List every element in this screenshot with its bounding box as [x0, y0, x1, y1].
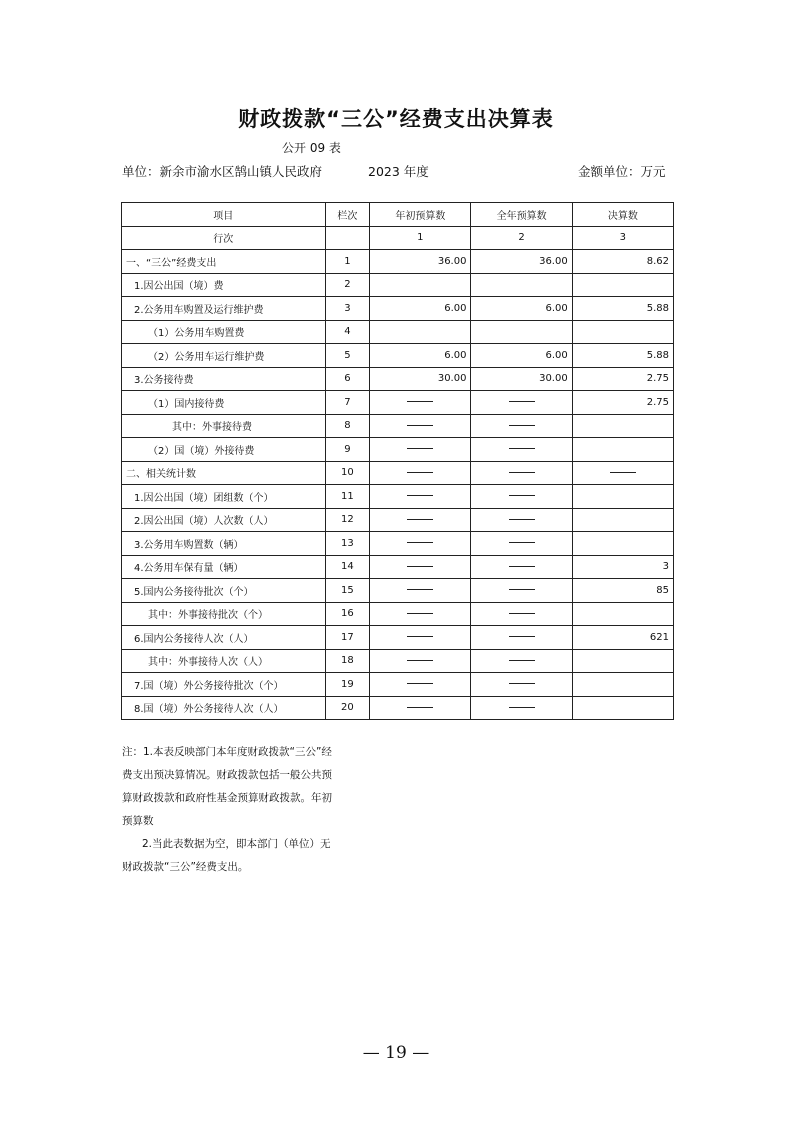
row-initial-budget [370, 438, 471, 462]
row-annual-budget [471, 602, 572, 626]
row-item: 2.公务用车购置及运行维护费 [122, 297, 326, 321]
row-annual-budget [471, 649, 572, 673]
table-row [122, 461, 674, 485]
dash-mark [509, 683, 535, 684]
row-item: 其中：外事接待费 [122, 414, 326, 438]
row-initial-budget [370, 461, 471, 485]
row-final-accounts [572, 649, 673, 673]
row-annual-budget [471, 673, 572, 697]
row-annual-budget [471, 555, 572, 579]
table-row [122, 579, 674, 603]
subheader-col2: 2 [471, 226, 572, 250]
row-final-accounts [572, 438, 673, 462]
row-item: 8.国（境）外公务接待人次（人） [122, 696, 326, 720]
row-annual-budget [471, 414, 572, 438]
note-1: 注：1.本表反映部门本年度财政拨款“三公”经费支出预决算情况。财政拨款包括一般公共预算财政拨款和政府性基金预算财政拨款。年初预算数 [122, 746, 332, 827]
table-row [122, 485, 674, 509]
table-row [122, 673, 674, 697]
amount-unit: 金额单位：万元 [578, 164, 666, 179]
row-line-number: 5 [325, 344, 370, 368]
row-initial-budget [370, 555, 471, 579]
row-final-accounts [572, 696, 673, 720]
row-line-number: 8 [325, 414, 370, 438]
row-line-number: 3 [325, 297, 370, 321]
table-row [122, 273, 674, 297]
dash-mark [407, 519, 433, 520]
dash-mark [509, 425, 535, 426]
dash-mark [509, 519, 535, 520]
row-initial-budget [370, 579, 471, 603]
subheader-line: 行次 [122, 226, 326, 250]
subheader-col3: 3 [572, 226, 673, 250]
row-final-accounts [572, 508, 673, 532]
row-line-number: 20 [325, 696, 370, 720]
row-final-accounts [572, 414, 673, 438]
row-annual-budget: 6.00 [471, 344, 572, 368]
page-title: 财政拨款“三公”经费支出决算表 [238, 107, 554, 131]
row-annual-budget: 6.00 [471, 297, 572, 321]
row-line-number: 18 [325, 649, 370, 673]
row-item: 其中：外事接待批次（个） [122, 602, 326, 626]
row-initial-budget: 30.00 [370, 367, 471, 391]
dash-mark [509, 707, 535, 708]
row-item: 4.公务用车保有量（辆） [122, 555, 326, 579]
dash-mark [407, 448, 433, 449]
row-annual-budget [471, 273, 572, 297]
row-annual-budget [471, 579, 572, 603]
row-initial-budget [370, 626, 471, 650]
row-item: 3.公务接待费 [122, 367, 326, 391]
header-column: 栏次 [325, 203, 370, 227]
row-line-number: 1 [325, 250, 370, 274]
dash-mark [509, 401, 535, 402]
row-line-number: 11 [325, 485, 370, 509]
row-annual-budget [471, 320, 572, 344]
dash-mark [407, 401, 433, 402]
row-annual-budget [471, 438, 572, 462]
table-row [122, 391, 674, 415]
dash-mark [509, 566, 535, 567]
dash-mark [509, 448, 535, 449]
row-final-accounts: 85 [572, 579, 673, 603]
row-item: （1）国内接待费 [122, 391, 326, 415]
row-line-number: 10 [325, 461, 370, 485]
header-item: 项目 [122, 203, 326, 227]
unit-label: 单位：新余市渝水区鹄山镇人民政府 [122, 164, 323, 179]
row-item: （1）公务用车购置费 [122, 320, 326, 344]
row-line-number: 17 [325, 626, 370, 650]
row-line-number: 13 [325, 532, 370, 556]
row-final-accounts: 8.62 [572, 250, 673, 274]
row-item: 5.国内公务接待批次（个） [122, 579, 326, 603]
dash-mark [509, 589, 535, 590]
report-year: 2023 年度 [368, 164, 429, 179]
row-initial-budget [370, 673, 471, 697]
subheader-row [122, 226, 674, 250]
dash-mark [509, 542, 535, 543]
row-line-number: 19 [325, 673, 370, 697]
row-item: 1.因公出国（境）费 [122, 273, 326, 297]
row-annual-budget [471, 532, 572, 556]
row-line-number: 6 [325, 367, 370, 391]
row-line-number: 9 [325, 438, 370, 462]
row-final-accounts: 3 [572, 555, 673, 579]
dash-mark [407, 636, 433, 637]
table-row [122, 696, 674, 720]
table-row [122, 438, 674, 462]
row-item: 1.因公出国（境）团组数（个） [122, 485, 326, 509]
row-annual-budget [471, 696, 572, 720]
dash-mark [407, 613, 433, 614]
table-row [122, 367, 674, 391]
row-line-number: 7 [325, 391, 370, 415]
dash-mark [407, 589, 433, 590]
dash-mark [509, 636, 535, 637]
row-annual-budget [471, 391, 572, 415]
row-item: 6.国内公务接待人次（人） [122, 626, 326, 650]
row-initial-budget [370, 508, 471, 532]
row-annual-budget [471, 626, 572, 650]
row-item: 3.公务用车购置数（辆） [122, 532, 326, 556]
row-initial-budget [370, 320, 471, 344]
dash-mark [407, 566, 433, 567]
dash-mark [509, 495, 535, 496]
dash-mark [610, 472, 636, 473]
row-line-number: 16 [325, 602, 370, 626]
row-final-accounts [572, 273, 673, 297]
table-row [122, 602, 674, 626]
table-row [122, 508, 674, 532]
dash-mark [407, 542, 433, 543]
header-annual-budget: 全年预算数 [471, 203, 572, 227]
row-initial-budget [370, 273, 471, 297]
row-item: 2.因公出国（境）人次数（人） [122, 508, 326, 532]
subheader-col1: 1 [370, 226, 471, 250]
row-item: 7.国（境）外公务接待批次（个） [122, 673, 326, 697]
form-number: 公开 09 表 [282, 141, 341, 155]
row-line-number: 15 [325, 579, 370, 603]
row-initial-budget [370, 696, 471, 720]
row-line-number: 14 [325, 555, 370, 579]
note-2: 2.当此表数据为空，即本部门（单位）无财政拨款“三公”经费支出。 [122, 838, 331, 873]
row-initial-budget: 6.00 [370, 344, 471, 368]
dash-mark [509, 660, 535, 661]
dash-mark [407, 472, 433, 473]
row-item: 其中：外事接待人次（人） [122, 649, 326, 673]
row-final-accounts [572, 461, 673, 485]
table-row [122, 414, 674, 438]
dash-mark [407, 707, 433, 708]
dash-mark [407, 425, 433, 426]
subheader-blank [325, 226, 370, 250]
row-initial-budget [370, 391, 471, 415]
row-final-accounts [572, 602, 673, 626]
row-item: （2）公务用车运行维护费 [122, 344, 326, 368]
dash-mark [509, 472, 535, 473]
page-number: — 19 — [362, 1043, 430, 1063]
row-final-accounts: 5.88 [572, 344, 673, 368]
dash-mark [407, 495, 433, 496]
row-line-number: 12 [325, 508, 370, 532]
row-annual-budget: 30.00 [471, 367, 572, 391]
expenditure-table [121, 202, 674, 720]
table-row [122, 344, 674, 368]
table-row [122, 250, 674, 274]
row-initial-budget [370, 532, 471, 556]
row-item: 二、相关统计数 [122, 461, 326, 485]
row-initial-budget: 6.00 [370, 297, 471, 321]
table-row [122, 555, 674, 579]
header-final-accounts: 决算数 [572, 203, 673, 227]
row-initial-budget [370, 485, 471, 509]
row-final-accounts: 5.88 [572, 297, 673, 321]
row-final-accounts [572, 673, 673, 697]
row-annual-budget [471, 508, 572, 532]
row-final-accounts: 2.75 [572, 391, 673, 415]
table-row [122, 532, 674, 556]
header-initial-budget: 年初预算数 [370, 203, 471, 227]
row-final-accounts [572, 320, 673, 344]
row-initial-budget: 36.00 [370, 250, 471, 274]
table-row [122, 297, 674, 321]
row-annual-budget [471, 461, 572, 485]
row-initial-budget [370, 649, 471, 673]
row-final-accounts: 2.75 [572, 367, 673, 391]
row-line-number: 2 [325, 273, 370, 297]
row-final-accounts [572, 532, 673, 556]
row-item: （2）国（境）外接待费 [122, 438, 326, 462]
row-annual-budget: 36.00 [471, 250, 572, 274]
row-final-accounts [572, 485, 673, 509]
row-final-accounts: 621 [572, 626, 673, 650]
row-line-number: 4 [325, 320, 370, 344]
table-row [122, 626, 674, 650]
row-initial-budget [370, 602, 471, 626]
dash-mark [407, 660, 433, 661]
dash-mark [509, 613, 535, 614]
header-row [122, 203, 674, 227]
table-row [122, 649, 674, 673]
row-annual-budget [471, 485, 572, 509]
row-item: 一、“三公”经费支出 [122, 250, 326, 274]
table-notes [122, 741, 332, 873]
row-initial-budget [370, 414, 471, 438]
table-row [122, 320, 674, 344]
dash-mark [407, 683, 433, 684]
